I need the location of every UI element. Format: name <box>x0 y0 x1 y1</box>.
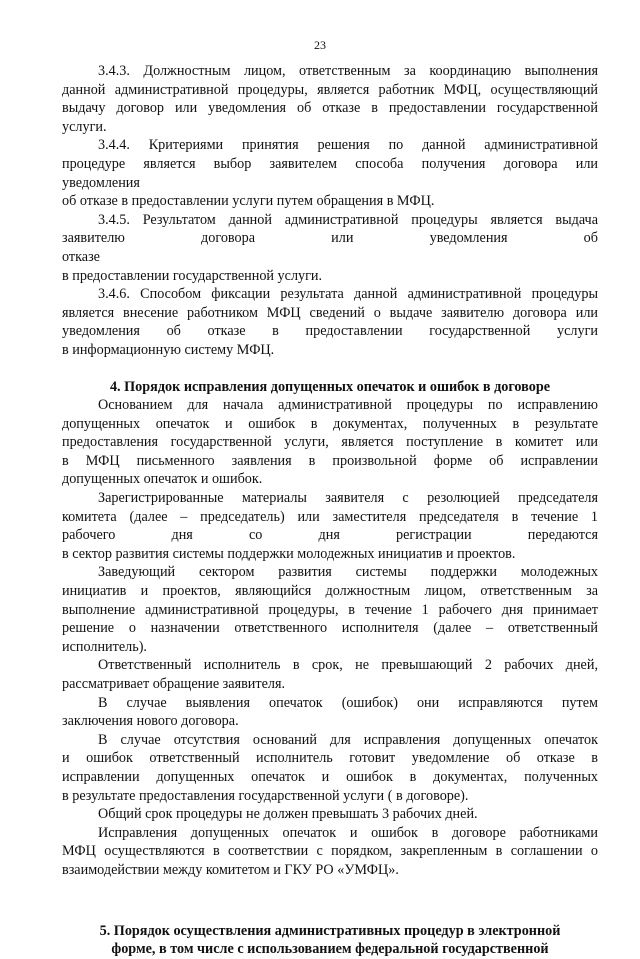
text-line: Общий срок процедуры не должен превышать 3 рабочих дней. <box>98 806 478 823</box>
page-number: 23 <box>314 38 326 52</box>
text-line: комитета (далее – председатель) или заместителя председателя в течение 1 <box>62 508 598 525</box>
text-line: выдачу договор или уведомления об отказе в предоставлении государственной <box>62 100 598 117</box>
text-line: и ошибок ответственный исполнитель готовит уведомление об отказе в <box>62 750 598 767</box>
section-4-heading: 4. Порядок исправления допущенных опечаток и ошибок в договоре <box>109 378 551 395</box>
text-line: 3.4.3. Должностным лицом, ответственным за координацию выполнения <box>98 63 598 79</box>
text-line: уведомления <box>62 174 140 191</box>
text-line: исправлении допущенных опечаток и ошибок в документах, полученных <box>62 768 598 785</box>
text-line: рассматривает обращение заявителя. <box>62 676 286 692</box>
text-line: в сектор развития системы поддержки молодежных инициатив и проектов. <box>62 545 516 562</box>
text-line: инициатив и проектов, являющийся должностным лицом, ответственным за <box>62 583 598 600</box>
text-line: в результате предоставления государственной услуги ( в договоре). <box>62 787 469 804</box>
text-line: Основанием для начала административной процедуры по исправлению <box>98 397 598 414</box>
text-line: 3.4.4. Критериями принятия решения по данной административной <box>98 137 598 154</box>
text-line: процедуре является выбор заявителем способа получения договора или <box>62 155 598 172</box>
text-line: В случае выявления опечаток (ошибок) они исправляются путем <box>98 694 598 711</box>
text-line: исполнитель). <box>62 638 147 655</box>
text-line: заключения нового договора. <box>62 713 239 730</box>
section-5-heading: 5. Порядок осуществления административных процедур в электронной <box>99 922 561 939</box>
text-line: уведомления об отказе в предоставлении государственной услуги <box>62 323 598 340</box>
text-line: в предоставлении государственной услуги. <box>62 267 323 284</box>
section-5-heading: форме, в том числе с использованием федеральной государственной <box>111 941 549 958</box>
text-line: заявителю договора или уведомления об отказе <box>62 230 598 265</box>
text-line: в информационную систему МФЦ. <box>62 341 275 358</box>
text-line: МФЦ осуществляются в соответствии с порядком, закрепленным в соглашении о <box>62 843 598 860</box>
text-line: данной административной процедуры, является работник МФЦ, осуществляющий <box>62 81 598 98</box>
text-line: взаимодействии между комитетом и ГКУ РО «УМФЦ». <box>62 861 399 878</box>
text-line: В случае отсутствия оснований для исправления допущенных опечаток <box>98 731 598 748</box>
text-line: в МФЦ письменного заявления в произвольной форме об исправлении <box>62 452 598 469</box>
text-line: об отказе в предоставлении услуги путем обращения в МФЦ. <box>62 193 435 210</box>
text-line: рабочего дня со дня регистрации передаются <box>62 527 598 544</box>
text-line: 3.4.6. Способом фиксации результата данной административной процедуры <box>98 286 598 303</box>
text-line: допущенных опечаток и ошибок. <box>62 471 263 488</box>
text-line: выполнение административной процедуры, в течение 1 рабочего дня принимает <box>62 601 598 618</box>
text-line: Исправления допущенных опечаток и ошибок в договоре работниками <box>98 824 598 841</box>
text-line: допущенных опечаток и ошибок в документах, полученных в результате <box>62 415 598 432</box>
text-line: Ответственный исполнитель в срок, не превышающий 2 рабочих дней, <box>98 657 598 674</box>
text-line: 3.4.5. Результатом данной административной процедуры является выдача <box>98 211 598 228</box>
text-line: Зарегистрированные материалы заявителя с резолюцией председателя <box>98 490 598 507</box>
text-line: Заведующий сектором развития системы поддержки молодежных <box>98 564 598 581</box>
text-line: предоставления государственной услуги, является поступление в комитет или <box>62 434 598 451</box>
document-body <box>62 62 598 959</box>
text-line: является внесение работником МФЦ сведений о выдаче заявителю договора или <box>62 304 598 321</box>
text-line: решение о назначении ответственного исполнителя (далее – ответственный <box>62 620 598 637</box>
text-line: услуги. <box>62 118 107 135</box>
